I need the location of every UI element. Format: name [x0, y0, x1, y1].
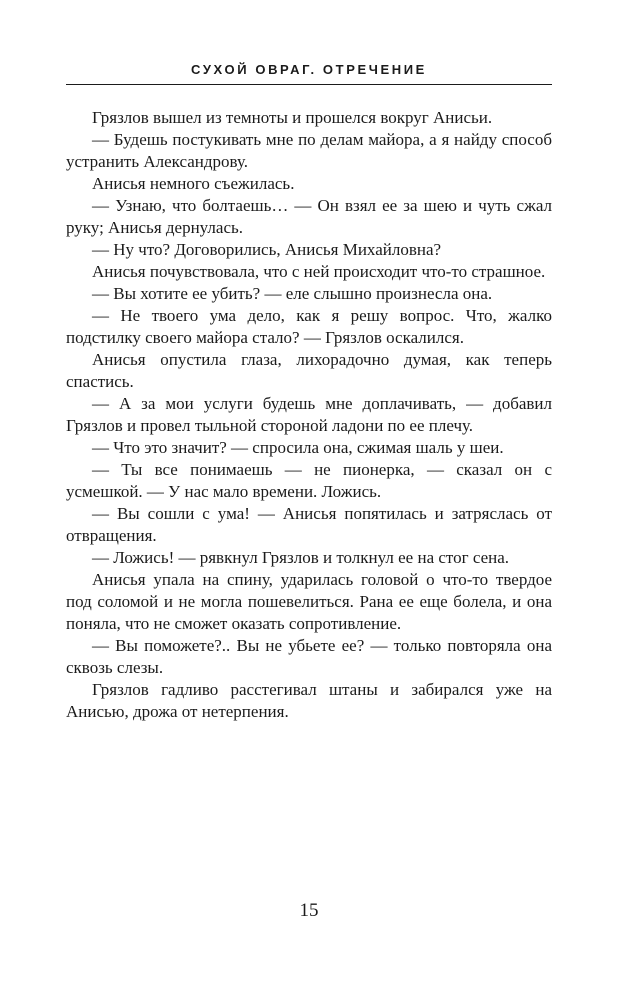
header-rule [66, 84, 552, 85]
paragraph: — А за мои услуги будешь мне доплачивать, — добавил Грязлов и провел тыльной стороной ладони по ее плечу. [66, 394, 552, 435]
paragraph: Анисья опустила глаза, лихорадочно думая, как теперь спастись. [66, 350, 552, 391]
paragraph: Грязлов вышел из темноты и прошелся вокруг Аниcьи. [92, 108, 493, 127]
paragraph: Анисья упала на спину, ударилась головой о что-то твердое под соломой и не могла пошевелиться. Рана ее еще болела, и она поняла, что не сможет оказать сопротивление. [66, 570, 552, 633]
paragraph: Анисья немного съежилась. [92, 174, 295, 193]
body-text [66, 107, 552, 723]
paragraph: — Вы сошли с ума! — Анисья попятилась и затряслась от отвращения. [66, 504, 552, 545]
paragraph: — Вы поможете?.. Вы не убьете ее? — только повторяла она сквозь слезы. [66, 636, 552, 677]
paragraph: — Ложись! — рявкнул Грязлов и толкнул ее на стог сена. [92, 548, 510, 567]
paragraph: — Что это значит? — спросила она, сжимая шаль у шеи. [92, 438, 504, 457]
running-header: СУХОЙ ОВРАГ. ОТРЕЧЕНИЕ [191, 62, 427, 77]
paragraph: — Будешь постукивать мне по делам майора, а я найду способ устранить Александрову. [66, 130, 552, 171]
paragraph: — Ты все понимаешь — не пионерка, — сказал он с усмешкой. — У нас мало времени. Ложись. [66, 460, 552, 501]
page-number: 15 [299, 900, 319, 921]
paragraph: — Вы хотите ее убить? — еле слышно произнесла она. [92, 284, 493, 303]
paragraph: — Не твоего ума дело, как я решу вопрос. Что, жалко подстилку своего майора стало? — Грязлов оскалился. [66, 306, 552, 347]
paragraph: — Узнаю, что болтаешь… — Он взял ее за шею и чуть сжал руку; Анисья дернулась. [66, 196, 552, 237]
paragraph: — Ну что? Договорились, Анисья Михайловна? [92, 240, 442, 259]
paragraph: Анисья почувствовала, что с ней происходит что-то страшное. [92, 262, 546, 281]
paragraph: Грязлов гадливо расстегивал штаны и забирался уже на Анисью, дрожа от нетерпения. [66, 680, 552, 721]
